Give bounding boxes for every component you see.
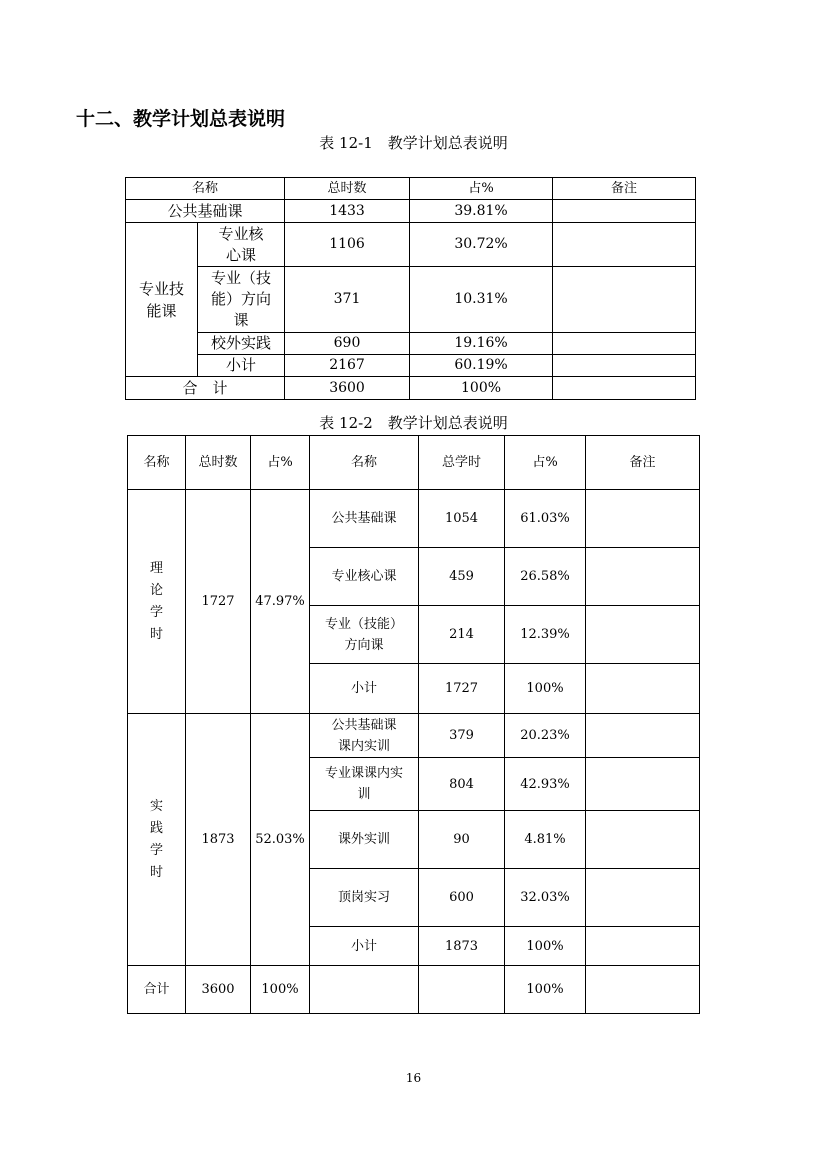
table-header-row — [128, 436, 700, 490]
practice-hours-total: 1873 — [186, 714, 251, 966]
total-label: 合 计 — [126, 377, 285, 400]
row-percent: 39.81% — [410, 200, 553, 223]
row-hours: 379 — [419, 714, 505, 758]
table1-caption: 表 12-1 教学计划总表说明 — [319, 134, 508, 152]
row-note — [586, 606, 700, 664]
row-hours: 1727 — [419, 664, 505, 714]
table-row — [126, 333, 696, 355]
total-course-name — [310, 966, 419, 1014]
row-name: 校外实践 — [198, 333, 285, 355]
row-note — [586, 758, 700, 811]
row-name: 小计 — [310, 927, 419, 966]
row-percent: 100% — [505, 664, 586, 714]
theory-hours-label: 理论学时 — [128, 490, 186, 714]
total-note — [553, 377, 696, 400]
row-percent: 60.19% — [410, 355, 553, 377]
total-note — [586, 966, 700, 1014]
table-row — [126, 223, 696, 267]
row-note — [553, 267, 696, 333]
section-heading: 十二、教学计划总表说明 — [76, 108, 286, 130]
header-name: 名称 — [126, 178, 285, 200]
row-name: 专业课课内实训 — [310, 758, 419, 811]
total-label: 合计 — [128, 966, 186, 1014]
row-note — [586, 664, 700, 714]
table-row — [126, 355, 696, 377]
total-course-percent: 100% — [505, 966, 586, 1014]
row-percent: 4.81% — [505, 811, 586, 869]
row-name: 专业核心课 — [310, 548, 419, 606]
row-percent: 100% — [505, 927, 586, 966]
group-label: 专业技能课 — [126, 223, 198, 377]
row-name: 小计 — [310, 664, 419, 714]
theory-hours-total: 1727 — [186, 490, 251, 714]
practice-hours-label: 实践学时 — [128, 714, 186, 966]
practice-hours-percent: 52.03% — [251, 714, 310, 966]
row-note — [586, 548, 700, 606]
table2-caption: 表 12-2 教学计划总表说明 — [319, 414, 508, 432]
row-hours: 804 — [419, 758, 505, 811]
row-hours: 2167 — [285, 355, 410, 377]
total-hours: 3600 — [285, 377, 410, 400]
table-row — [126, 267, 696, 333]
row-percent: 32.03% — [505, 869, 586, 927]
row-hours: 1106 — [285, 223, 410, 267]
row-percent: 30.72% — [410, 223, 553, 267]
row-hours: 690 — [285, 333, 410, 355]
row-name: 专业核心课 — [198, 223, 285, 267]
teaching-plan-summary-table — [125, 177, 696, 400]
total-hours: 3600 — [186, 966, 251, 1014]
row-note — [553, 333, 696, 355]
row-name: 顶岗实习 — [310, 869, 419, 927]
row-note — [553, 355, 696, 377]
theory-hours-percent: 47.97% — [251, 490, 310, 714]
page-number: 16 — [405, 1071, 422, 1085]
header-course-hours: 总学时 — [419, 436, 505, 490]
header-category-percent: 占% — [251, 436, 310, 490]
row-percent: 42.93% — [505, 758, 586, 811]
row-note — [586, 927, 700, 966]
header-total-hours: 总时数 — [285, 178, 410, 200]
table-total-row — [126, 377, 696, 400]
row-hours: 1433 — [285, 200, 410, 223]
row-percent: 10.31% — [410, 267, 553, 333]
table-row — [128, 490, 700, 548]
row-name: 小计 — [198, 355, 285, 377]
header-course-percent: 占% — [505, 436, 586, 490]
row-note — [586, 714, 700, 758]
row-percent: 61.03% — [505, 490, 586, 548]
teaching-hours-breakdown-table — [127, 435, 700, 1014]
row-hours: 1873 — [419, 927, 505, 966]
row-note — [586, 811, 700, 869]
row-name: 公共基础课 — [310, 490, 419, 548]
row-percent: 12.39% — [505, 606, 586, 664]
table-total-row — [128, 966, 700, 1014]
total-course-hours — [419, 966, 505, 1014]
row-name: 专业（技能）方向课 — [310, 606, 419, 664]
row-hours: 371 — [285, 267, 410, 333]
table-header-row — [126, 178, 696, 200]
total-percent: 100% — [251, 966, 310, 1014]
row-percent: 20.23% — [505, 714, 586, 758]
header-notes: 备注 — [586, 436, 700, 490]
header-category-hours: 总时数 — [186, 436, 251, 490]
row-name: 课外实训 — [310, 811, 419, 869]
header-notes: 备注 — [553, 178, 696, 200]
row-name: 公共基础课 — [126, 200, 285, 223]
table-row — [126, 200, 696, 223]
row-note — [553, 223, 696, 267]
row-note — [553, 200, 696, 223]
row-hours: 90 — [419, 811, 505, 869]
row-hours: 459 — [419, 548, 505, 606]
row-name: 公共基础课课内实训 — [310, 714, 419, 758]
row-hours: 214 — [419, 606, 505, 664]
row-name: 专业（技能）方向课 — [198, 267, 285, 333]
total-percent: 100% — [410, 377, 553, 400]
row-percent: 19.16% — [410, 333, 553, 355]
header-course-name: 名称 — [310, 436, 419, 490]
row-hours: 1054 — [419, 490, 505, 548]
row-note — [586, 490, 700, 548]
header-percent: 占% — [410, 178, 553, 200]
row-note — [586, 869, 700, 927]
row-percent: 26.58% — [505, 548, 586, 606]
table-row — [128, 714, 700, 758]
header-category-name: 名称 — [128, 436, 186, 490]
row-hours: 600 — [419, 869, 505, 927]
